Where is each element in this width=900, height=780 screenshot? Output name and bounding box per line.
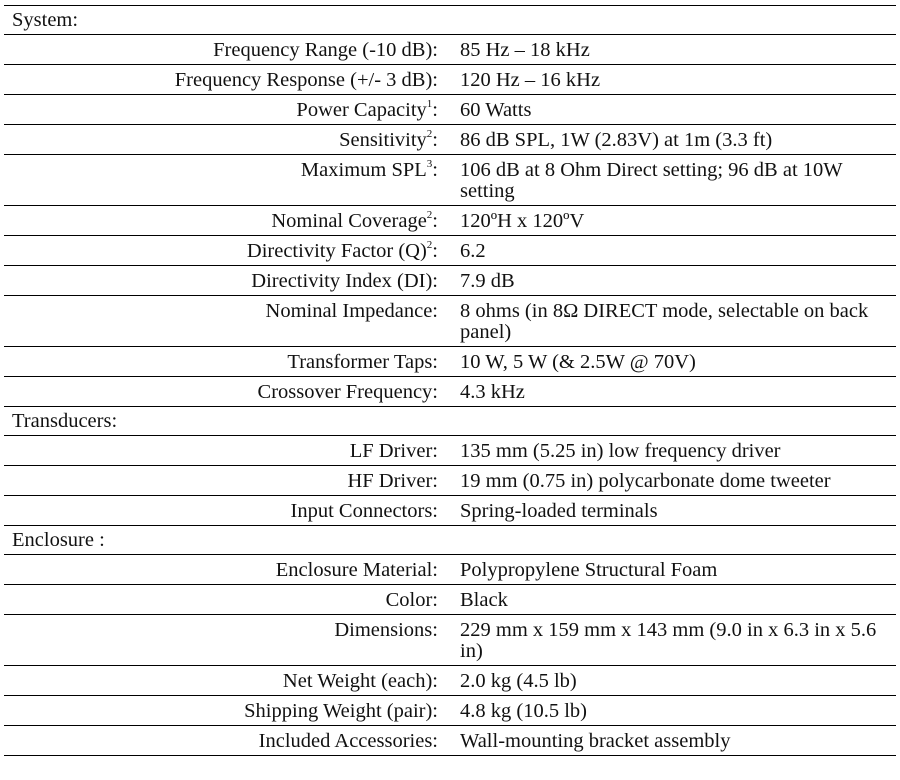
spec-label: Net Weight (each):: [282, 670, 438, 692]
spec-value: 10 W, 5 W (& 2.5W @ 70V): [460, 351, 696, 373]
spec-row: [4, 666, 896, 696]
spec-label: Frequency Range (-10 dB):: [213, 39, 438, 61]
spec-row: [4, 65, 896, 95]
spec-value: Spring-loaded terminals: [460, 500, 658, 522]
spec-label-text: Power Capacity: [296, 99, 427, 121]
spec-label: Color:: [385, 589, 438, 611]
spec-row: [4, 377, 896, 407]
spec-label: Input Connectors:: [290, 500, 438, 522]
spec-label: LF Driver:: [349, 440, 438, 462]
spec-label: Directivity Index (DI):: [251, 270, 438, 292]
spec-value: 120ºH x 120ºV: [460, 210, 585, 232]
spec-row: [4, 296, 896, 347]
spec-value: 120 Hz – 16 kHz: [460, 69, 601, 91]
spec-label: [4, 206, 438, 235]
spec-label: [4, 125, 438, 154]
spec-label: [4, 95, 438, 124]
spec-label: Included Accessories:: [258, 730, 438, 752]
label-colon: :: [432, 159, 438, 181]
spec-label: [4, 155, 438, 205]
label-colon: :: [432, 210, 438, 232]
spec-value: 6.2: [460, 240, 486, 262]
spec-value: 60 Watts: [460, 99, 532, 121]
spec-row: [4, 35, 896, 65]
spec-value: 106 dB at 8 Ohm Direct setting; 96 dB at 10W setting: [460, 159, 843, 202]
spec-row: [4, 615, 896, 666]
spec-value: Polypropylene Structural Foam: [460, 559, 718, 581]
label-colon: :: [432, 99, 438, 121]
spec-value: 2.0 kg (4.5 lb): [460, 670, 577, 692]
section-title-transducers: Transducers:: [4, 407, 896, 436]
spec-value: 8 ohms (in 8Ω DIRECT mode, selectable on back panel): [460, 300, 869, 343]
footnote-marker: 1: [426, 98, 433, 111]
spec-value: 7.9 dB: [460, 270, 515, 292]
spec-value: Wall-mounting bracket assembly: [460, 730, 731, 752]
spec-row: [4, 466, 896, 496]
spec-label-text: Nominal Coverage: [271, 210, 427, 232]
spec-row: [4, 347, 896, 377]
spec-value: 4.3 kHz: [460, 381, 525, 403]
spec-value: 86 dB SPL, 1W (2.83V) at 1m (3.3 ft): [460, 129, 773, 151]
spec-value: 229 mm x 159 mm x 143 mm (9.0 in x 6.3 in x 5.6 in): [460, 619, 877, 662]
spec-label-text: Sensitivity: [339, 129, 427, 151]
spec-label: Shipping Weight (pair):: [244, 700, 438, 722]
spec-label: Nominal Impedance:: [265, 300, 438, 322]
spec-row: [4, 125, 896, 155]
label-colon: :: [432, 240, 438, 262]
spec-label: Crossover Frequency:: [257, 381, 438, 403]
footnote-marker: 3: [426, 158, 433, 171]
spec-label: Transformer Taps:: [287, 351, 438, 373]
spec-label: Frequency Response (+/- 3 dB):: [174, 69, 438, 91]
label-colon: :: [432, 129, 438, 151]
spec-label: Dimensions:: [334, 619, 438, 641]
spec-label: Enclosure Material:: [275, 559, 438, 581]
footnote-marker: 2: [426, 209, 433, 222]
spec-label-text: Maximum SPL: [300, 159, 427, 181]
spec-value: 85 Hz – 18 kHz: [460, 39, 590, 61]
spec-value: 135 mm (5.25 in) low frequency driver: [460, 440, 781, 462]
section-title-system: System:: [4, 6, 896, 35]
spec-row: [4, 696, 896, 726]
footnote-marker: 2: [426, 128, 433, 141]
spec-label: [4, 236, 438, 265]
spec-row: [4, 206, 896, 236]
spec-row: [4, 95, 896, 125]
spec-label-text: Directivity Factor (Q): [246, 240, 427, 262]
spec-row: [4, 236, 896, 266]
spec-row: [4, 436, 896, 466]
spec-value: 19 mm (0.75 in) polycarbonate dome tweeter: [460, 470, 831, 492]
section-title-enclosure: Enclosure :: [4, 526, 896, 555]
spec-row: [4, 585, 896, 615]
spec-row: [4, 496, 896, 526]
footnote-marker: 2: [426, 239, 433, 252]
spec-row: [4, 555, 896, 585]
spec-row: [4, 726, 896, 756]
spec-label: HF Driver:: [347, 470, 438, 492]
spec-sheet: [4, 5, 896, 756]
spec-row: [4, 155, 896, 206]
spec-value: 4.8 kg (10.5 lb): [460, 700, 587, 722]
spec-row: [4, 266, 896, 296]
spec-value: Black: [460, 589, 508, 611]
